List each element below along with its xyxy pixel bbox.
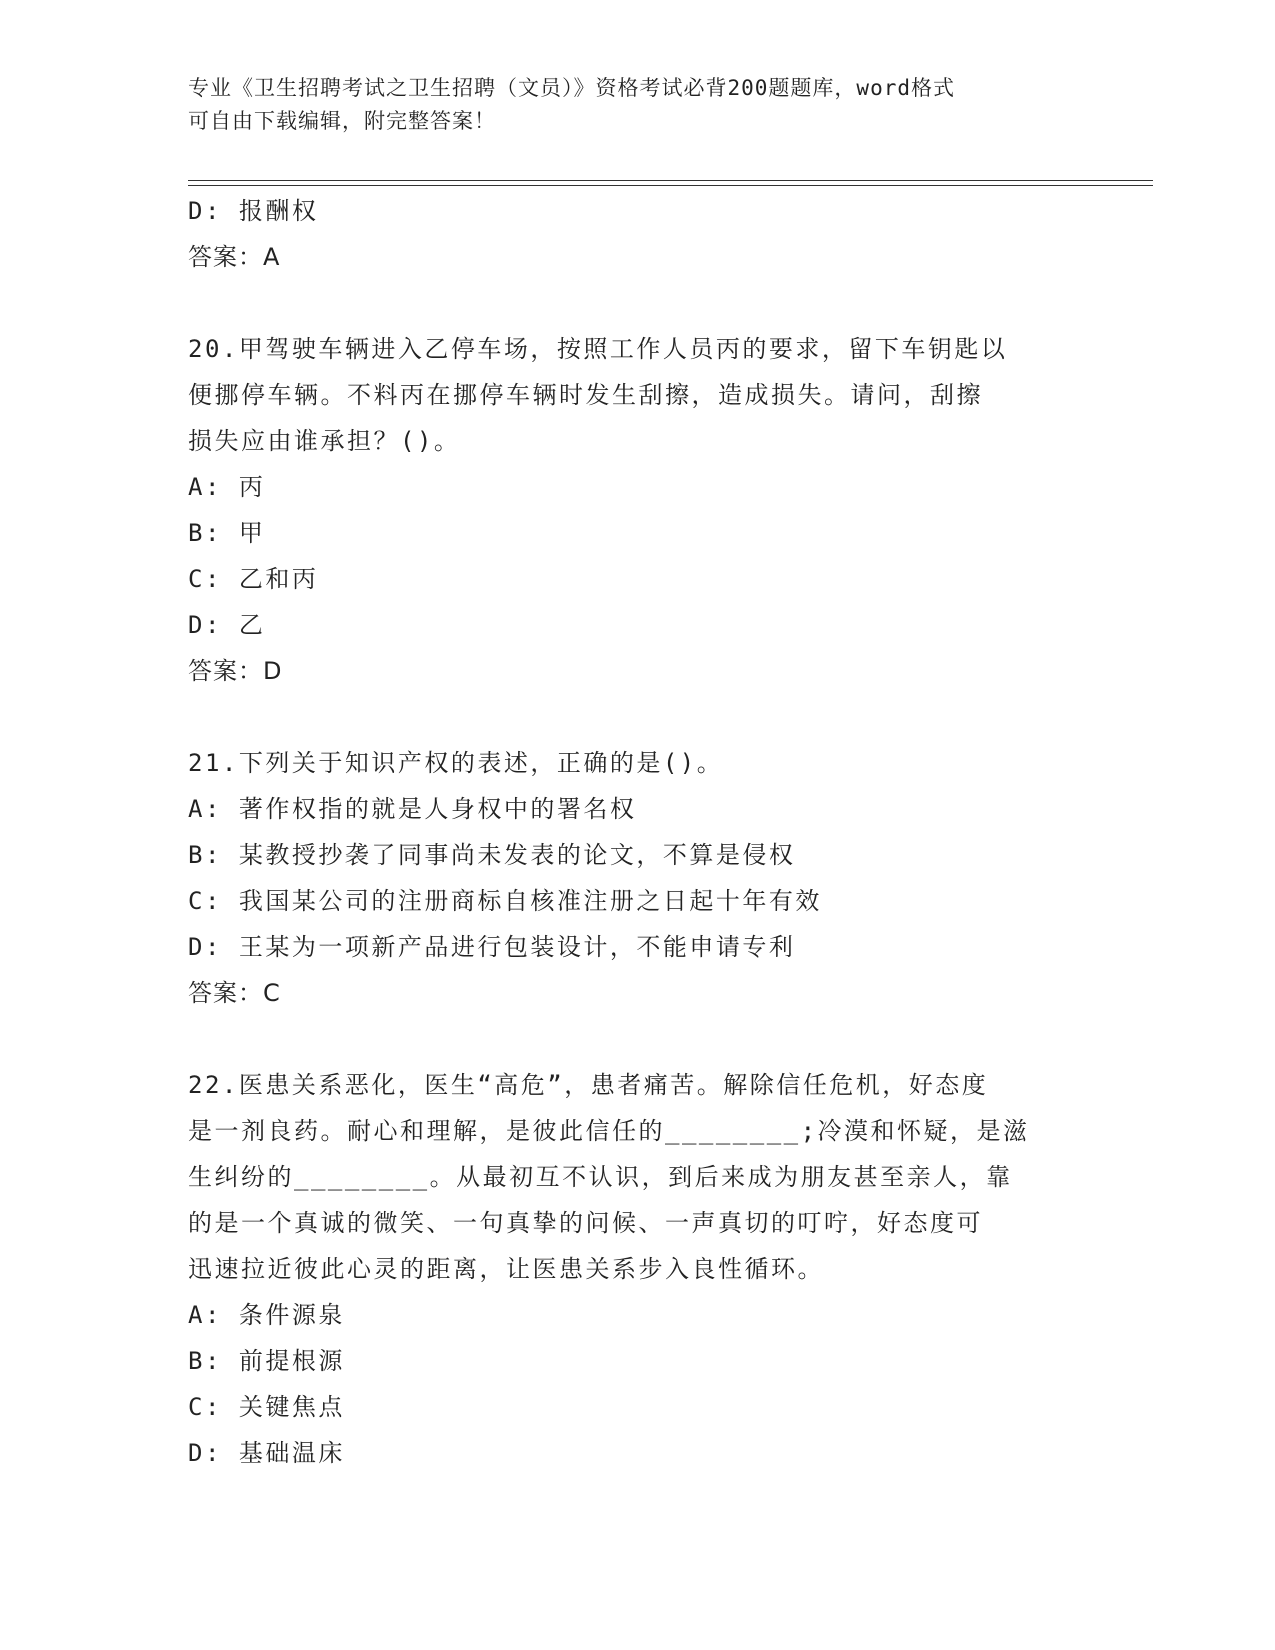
option-c: C: 关键焦点	[188, 1393, 345, 1421]
question-stem-line: 是一剂良药。耐心和理解，是彼此信任的________;冷漠和怀疑，是滋	[188, 1117, 1030, 1145]
header-title-line-1: 专业《卫生招聘考试之卫生招聘（文员）》资格考试必背200题题库，word格式	[188, 76, 955, 100]
question-22	[188, 1062, 1088, 1476]
question-20	[188, 326, 1088, 694]
option-a: A: 条件源泉	[188, 1301, 345, 1329]
option-b: B: 某教授抄袭了同事尚未发表的论文，不算是侵权	[188, 841, 796, 869]
answer-text: 答案：A	[188, 243, 281, 271]
option-c: C: 我国某公司的注册商标自核准注册之日起十年有效	[188, 887, 822, 915]
spacer	[188, 694, 1088, 740]
spacer	[188, 280, 1088, 326]
option-c: C: 乙和丙	[188, 565, 319, 593]
question-stem-line: 20.甲驾驶车辆进入乙停车场，按照工作人员丙的要求，留下车钥匙以	[188, 335, 1008, 363]
header-rule-bottom	[188, 185, 1153, 186]
header-rule-top	[188, 180, 1153, 181]
option-a: A: 丙	[188, 473, 266, 501]
page-header	[188, 72, 1068, 138]
option-a: A: 著作权指的就是人身权中的署名权	[188, 795, 637, 823]
option-b: B: 前提根源	[188, 1347, 345, 1375]
question-stem-line: 迅速拉近彼此心灵的距离，让医患关系步入良性循环。	[188, 1255, 824, 1283]
question-stem-line: 生纠纷的________。从最初互不认识，到后来成为朋友甚至亲人，靠	[188, 1163, 1013, 1191]
question-stem-line: 21.下列关于知识产权的表述，正确的是()。	[188, 749, 724, 777]
document-body	[188, 188, 1088, 1476]
question-21	[188, 740, 1088, 1016]
option-d: D: 乙	[188, 611, 266, 639]
answer-text: 答案：D	[188, 657, 283, 685]
answer-text: 答案：C	[188, 979, 281, 1007]
question-stem-line: 22.医患关系恶化，医生“高危”，患者痛苦。解除信任危机，好态度	[188, 1071, 989, 1099]
question-stem-line: 损失应由谁承担？()。	[188, 427, 461, 455]
option-b: B: 甲	[188, 519, 266, 547]
option-d: D: 王某为一项新产品进行包装设计，不能申请专利	[188, 933, 796, 961]
spacer	[188, 1016, 1088, 1062]
question-stem-line: 便挪停车辆。不料丙在挪停车辆时发生刮擦，造成损失。请问，刮擦	[188, 381, 983, 409]
question-stem-line: 的是一个真诚的微笑、一句真挚的问候、一声真切的叮咛，好态度可	[188, 1209, 983, 1237]
option-d: D: 基础温床	[188, 1439, 345, 1467]
option-text: D: 报酬权	[188, 197, 319, 225]
header-title-line-2: 可自由下载编辑，附完整答案！	[188, 109, 496, 133]
